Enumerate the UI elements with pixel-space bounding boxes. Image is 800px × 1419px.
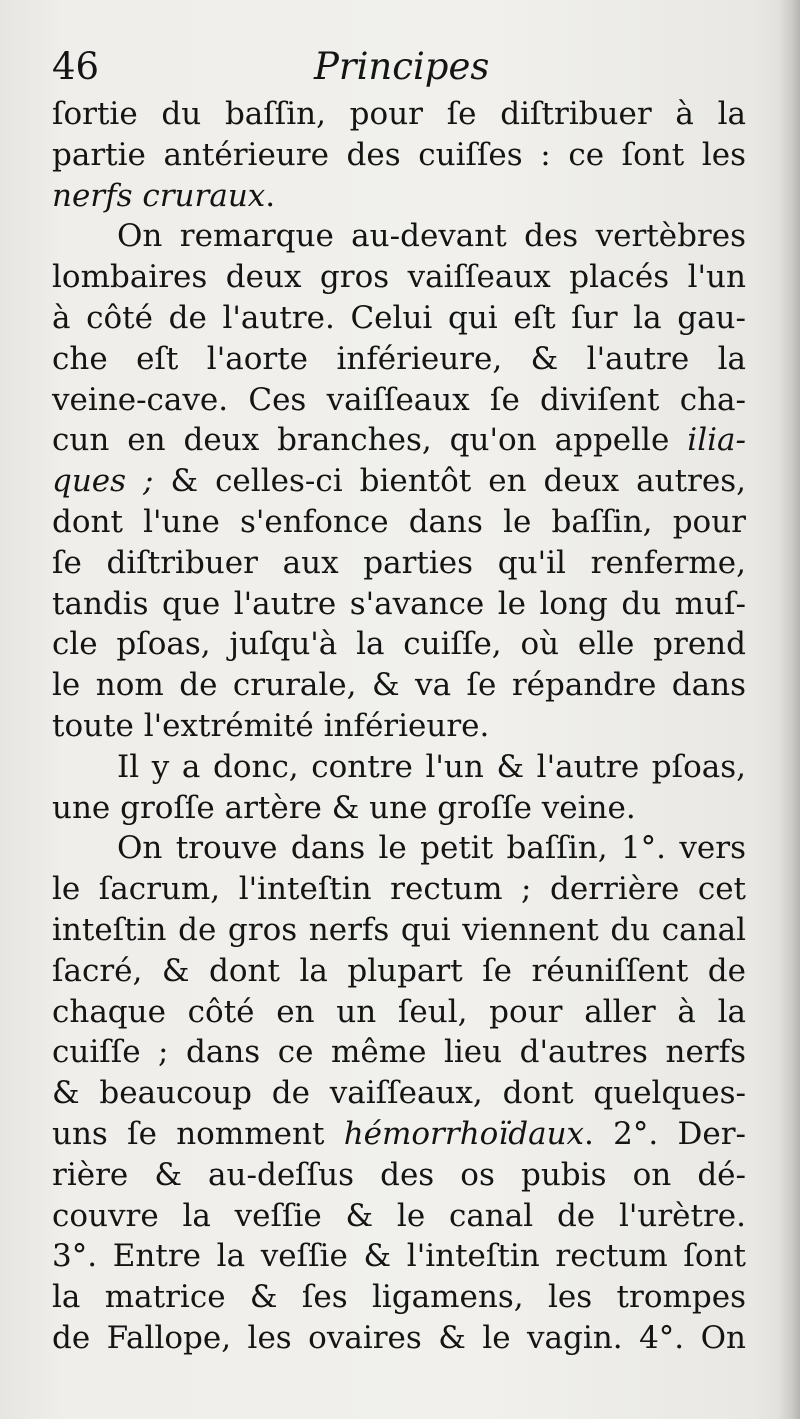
line-text: On trouve dans le petit baſſin, 1°. vers — [117, 830, 746, 867]
line-text: cle pſoas, juſqu'à la cuiſſe, où elle prend — [52, 626, 746, 663]
text-line — [52, 94, 746, 135]
text-line — [52, 1155, 746, 1196]
line-text: & celles-ci bientôt en deux autres, — [153, 463, 746, 500]
line-text: cuiſſe ; dans ce même lieu d'autres nerfs — [52, 1034, 746, 1071]
text-line — [52, 502, 746, 543]
line-text: che eſt l'aorte inférieure, & l'autre la — [52, 340, 746, 377]
line-text: partie antérieure des cuiſſes : ce ſont les — [52, 136, 746, 173]
text-line — [52, 339, 746, 380]
line-text: toute l'extrémité inférieure. — [52, 707, 490, 744]
body-text — [52, 94, 746, 1359]
text-line — [52, 298, 746, 339]
line-text: On remarque au-devant des vertèbres — [117, 218, 746, 255]
text-line — [52, 543, 746, 584]
line-text: ſortie du baſſin, pour ſe diſtribuer à la — [52, 96, 746, 132]
text-line — [52, 992, 746, 1033]
line-text: & beaucoup de vaiſſeaux, dont quelques- — [52, 1075, 746, 1112]
line-text: inteſtin de gros nerfs qui viennent du canal — [52, 911, 746, 948]
line-text: une groſſe artère & une groſſe veine. — [52, 789, 636, 826]
line-text: . 2°. Der- — [584, 1115, 746, 1152]
text-line — [52, 257, 746, 298]
page-header — [52, 42, 752, 92]
line-text: rière & au-deſſus des os pubis on dé- — [52, 1156, 746, 1193]
line-text: 3°. Entre la veſſie & l'inteſtin rectum ſont — [52, 1238, 746, 1275]
line-text: lombaires deux gros vaiſſeaux placés l'un — [52, 259, 746, 296]
italic-term: hémorrhoïdaux — [343, 1115, 585, 1152]
line-text: le ſacrum, l'inteſtin rectum ; derrière cet — [52, 871, 746, 908]
line-text: de Fallope, les ovaires & le vagin. 4°. On — [52, 1319, 746, 1356]
italic-term: ilia- — [687, 422, 746, 459]
line-text: le nom de crurale, & va ſe répandre dans — [52, 667, 746, 704]
text-line — [52, 584, 746, 625]
text-line — [52, 176, 746, 217]
line-text: chaque côté en un ſeul, pour aller à la — [52, 993, 746, 1030]
text-line — [52, 461, 746, 502]
text-line — [52, 1236, 746, 1277]
line-text: ſacré, & dont la plupart ſe réuniſſent de — [52, 952, 746, 989]
text-line — [52, 216, 746, 257]
italic-term: ques ; — [52, 463, 154, 500]
text-line — [52, 1073, 746, 1114]
page-number: 46 — [52, 45, 100, 88]
line-text: ſe diſtribuer aux parties qu'il renferme, — [52, 544, 746, 581]
text-line — [52, 1318, 746, 1359]
line-text: Il y a donc, contre l'un & l'autre pſoas, — [117, 748, 746, 785]
running-title: Principes — [314, 45, 490, 88]
text-line — [52, 1114, 746, 1155]
text-line — [52, 706, 746, 747]
line-text: dont l'une s'enfonce dans le baſſin, pour — [52, 503, 746, 540]
text-line — [52, 420, 746, 461]
text-line — [52, 135, 746, 176]
text-line — [52, 788, 746, 829]
text-line — [52, 828, 746, 869]
text-line — [52, 1196, 746, 1237]
text-line — [52, 869, 746, 910]
text-line — [52, 380, 746, 421]
text-line — [52, 1277, 746, 1318]
text-line — [52, 910, 746, 951]
line-text: couvre la veſſie & le canal de l'urètre. — [52, 1197, 746, 1234]
line-text: cun en deux branches, qu'on appelle — [52, 422, 688, 459]
text-line — [52, 1032, 746, 1073]
line-text: à côté de l'autre. Celui qui eſt ſur la gau- — [52, 299, 746, 336]
text-line — [52, 951, 746, 992]
line-text: . — [265, 177, 276, 214]
text-line — [52, 747, 746, 788]
page-gutter-shadow — [778, 0, 800, 1419]
line-text: la matrice & ſes ligamens, les trompes — [52, 1279, 746, 1316]
line-text: uns ſe nomment — [52, 1115, 344, 1152]
text-line — [52, 624, 746, 665]
line-text: tandis que l'autre s'avance le long du muſ- — [52, 585, 746, 622]
line-text: veine-cave. Ces vaiſſeaux ſe diviſent cha- — [52, 381, 746, 418]
italic-term: nerfs cruraux — [52, 177, 266, 214]
text-line — [52, 665, 746, 706]
